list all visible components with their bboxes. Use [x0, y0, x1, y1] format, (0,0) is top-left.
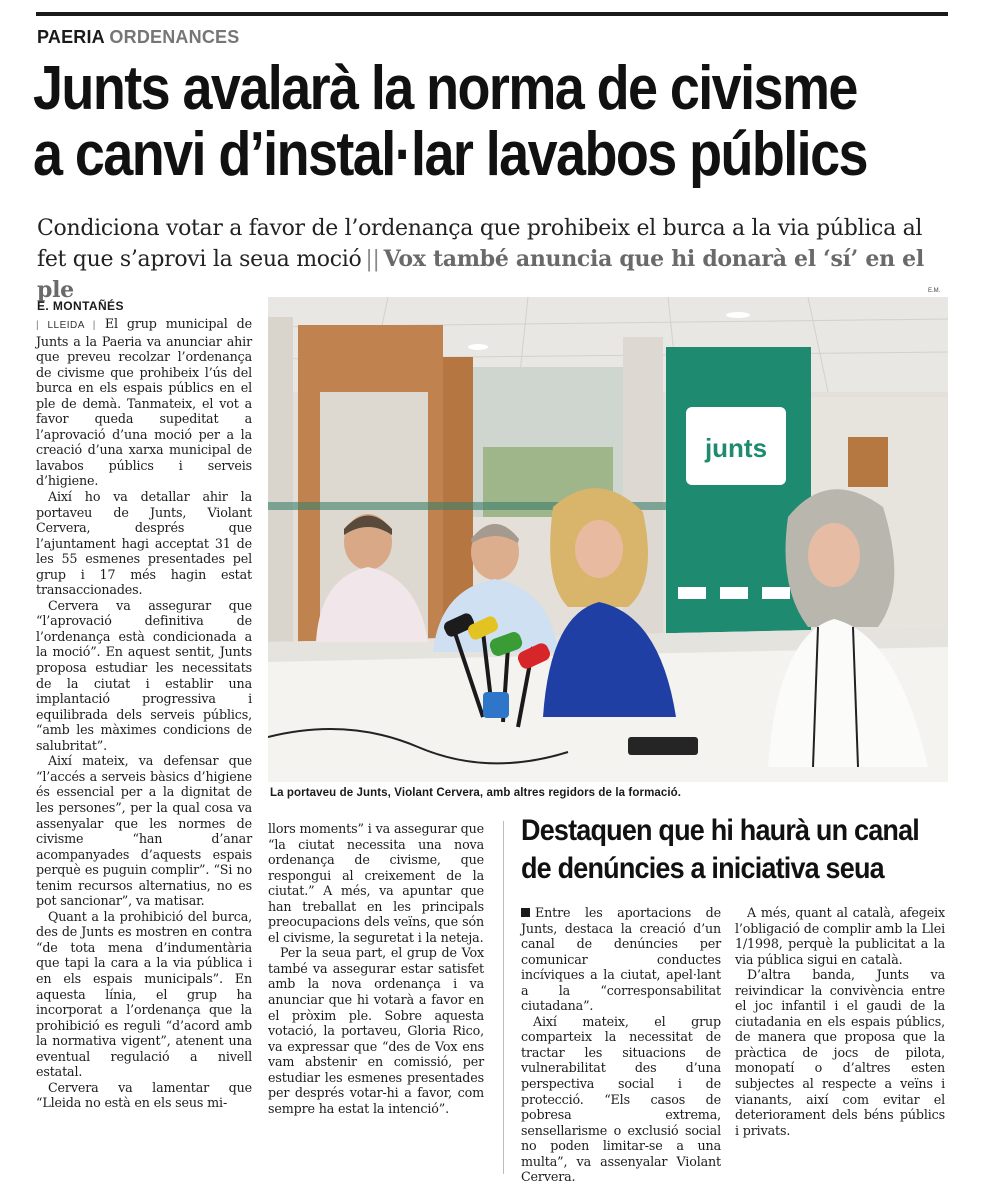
- section-kicker: [37, 27, 239, 48]
- paragraph: D’altra banda, Junts va reivindicar la convivència entre el joc infantil i el gaudi de la ciutadania en els espais públics, de manera que proposa que la pràctica de jocs de pilota, monopatí o d’altres esten subjectes al respecte a veïns i vianants, així com evitar el deteriorament dels béns públics i privats.: [735, 967, 945, 1138]
- paragraph: Per la seua part, el grup de Vox també va assegurar estar satisfet amb la nova ordenança i va anunciar que hi votarà a favor en el pròxim ple. Sobre aquesta votació, la portaveu, Gloria Rico, va expressar que “des de Vox ens vam abstenir en comissió, per estudiar les esmenes presentades per després votar-hi a favor, com sempre ha estat la intenció”.: [268, 945, 484, 1116]
- byline: E. MONTAÑÉS: [37, 299, 124, 313]
- body-column-1: [36, 316, 252, 1111]
- sidebar-headline-line-2: de denúncies a iniciativa seua: [521, 852, 884, 885]
- dateline: | LLEIDA |: [36, 320, 96, 331]
- kicker-section: PAERIA: [37, 27, 105, 47]
- paragraph: Quant a la prohibició del burca, des de Junts es mostren en contra “de tota mena d’indumentària que tapi la cara a la via pública i en els espais municipals”. En aquesta línia, el grup ha incorporat a l’ordenança que la prohibició es reguli “d’acord amb la normativa vigent”, atenent una eventual regulació a nivell estatal.: [36, 908, 252, 1080]
- headline-line-1: Junts avalarà la norma de civisme: [33, 54, 857, 123]
- top-rule: [36, 12, 948, 16]
- sidebar-headline: [521, 812, 919, 888]
- paragraph: llors moments” i va assegurar que “la ciutat necessita una nova ordenança de civisme, que respongui al creixement de la ciutat.” A més, va apuntar que han treballat en les principals preocupacions dels veïns, que són el civisme, la seguretat i la neteja.: [268, 821, 484, 945]
- press-conference-illustration: [268, 297, 948, 782]
- paragraph: A més, quant al català, afegeix l’obligació de complir amb la Llei 1/1998, perquè la publicitat a la via pública sigui en català.: [735, 905, 945, 967]
- kicker-topic: ORDENANCES: [109, 27, 240, 47]
- subhead-secondary: Vox també anuncia que hi donarà el ‘sí’ en el ple: [37, 246, 924, 303]
- paragraph: Així mateix, va defensar que “l’accés a serveis bàsics d’higiene és essencial per a la dignitat de les persones”, per la qual cosa va assenyalar que les normes de civisme “han d’anar acompanyades d’aquests espais perquè es puguin complir”. “Si no tenim recursos alternatius, no es pot sancionar”, va matisar.: [36, 753, 252, 909]
- subheadline: [37, 214, 952, 306]
- banner-logo-text: junts: [704, 433, 768, 463]
- subhead-main: Condiciona votar a favor de l’ordenança que prohibeix el burca a la via pública al fet que s’aprovi la seua moció: [37, 216, 923, 272]
- photo-credit: E.M.: [928, 288, 941, 294]
- paragraph: Així mateix, el grup comparteix la necessitat de tractar les situacions de vulnerabilitat des d’una perspectiva social i de protecció. “Els casos de pobresa extrema, sensellarisme o exclusió social no poden limitar-se a una multa”, va assenyalar Violant Cervera.: [521, 1013, 721, 1185]
- headline-line-2: a canvi d’instal·lar lavabos públics: [33, 120, 867, 189]
- paragraph: Entre les aportacions de Junts, destaca la creació d’un canal de denúncies per comunicar conductes incíviques a la ciutat, apel·lant a la “corresponsabilitat ciutadana”.: [521, 905, 721, 1014]
- body-column-2: [268, 821, 484, 1116]
- paragraph: Així ho va detallar ahir la portaveu de Junts, Violant Cervera, després que l’ajuntament hagi acceptat 31 de les 55 esmenes presentades pel grup i 17 més hagin estat transaccionades.: [36, 489, 252, 598]
- paragraph: Cervera va assegurar que “l’aprovació definitiva de l’ordenança està condicionada a la moció”. En aquest sentit, Junts proposa estudiar les necessitats de la ciutat i establir una implantació progressiva i equilibrada dels serveis públics, “amb les màximes condicions de salubritat”.: [36, 597, 252, 753]
- body-column-3: [521, 905, 721, 1185]
- paragraph: Cervera va lamentar que “Lleida no està en els seus mi-: [36, 1079, 252, 1111]
- headline: [33, 54, 867, 189]
- paragraph: | LLEIDA | El grup municipal de Junts a la Paeria va anunciar ahir que preveu recolzar l’ordenança de civisme que prohibeix l’ús del burca en els espais públics en el ple de demà. Tanmateix, el vot a favor queda supeditat a l’aprovació d’una moció per a la creació d’una xarxa municipal de lavabos públics i serveis d’higiene.: [36, 316, 253, 489]
- body-column-4: [735, 905, 945, 1138]
- photo-caption: La portaveu de Junts, Violant Cervera, amb altres regidors de la formació.: [270, 787, 682, 799]
- square-bullet-icon: [521, 908, 530, 917]
- sidebar-headline-line-1: Destaquen que hi haurà un canal: [521, 814, 919, 847]
- article-photo: [268, 297, 948, 782]
- column-divider: [503, 821, 504, 1174]
- subhead-separator: ||: [365, 247, 380, 272]
